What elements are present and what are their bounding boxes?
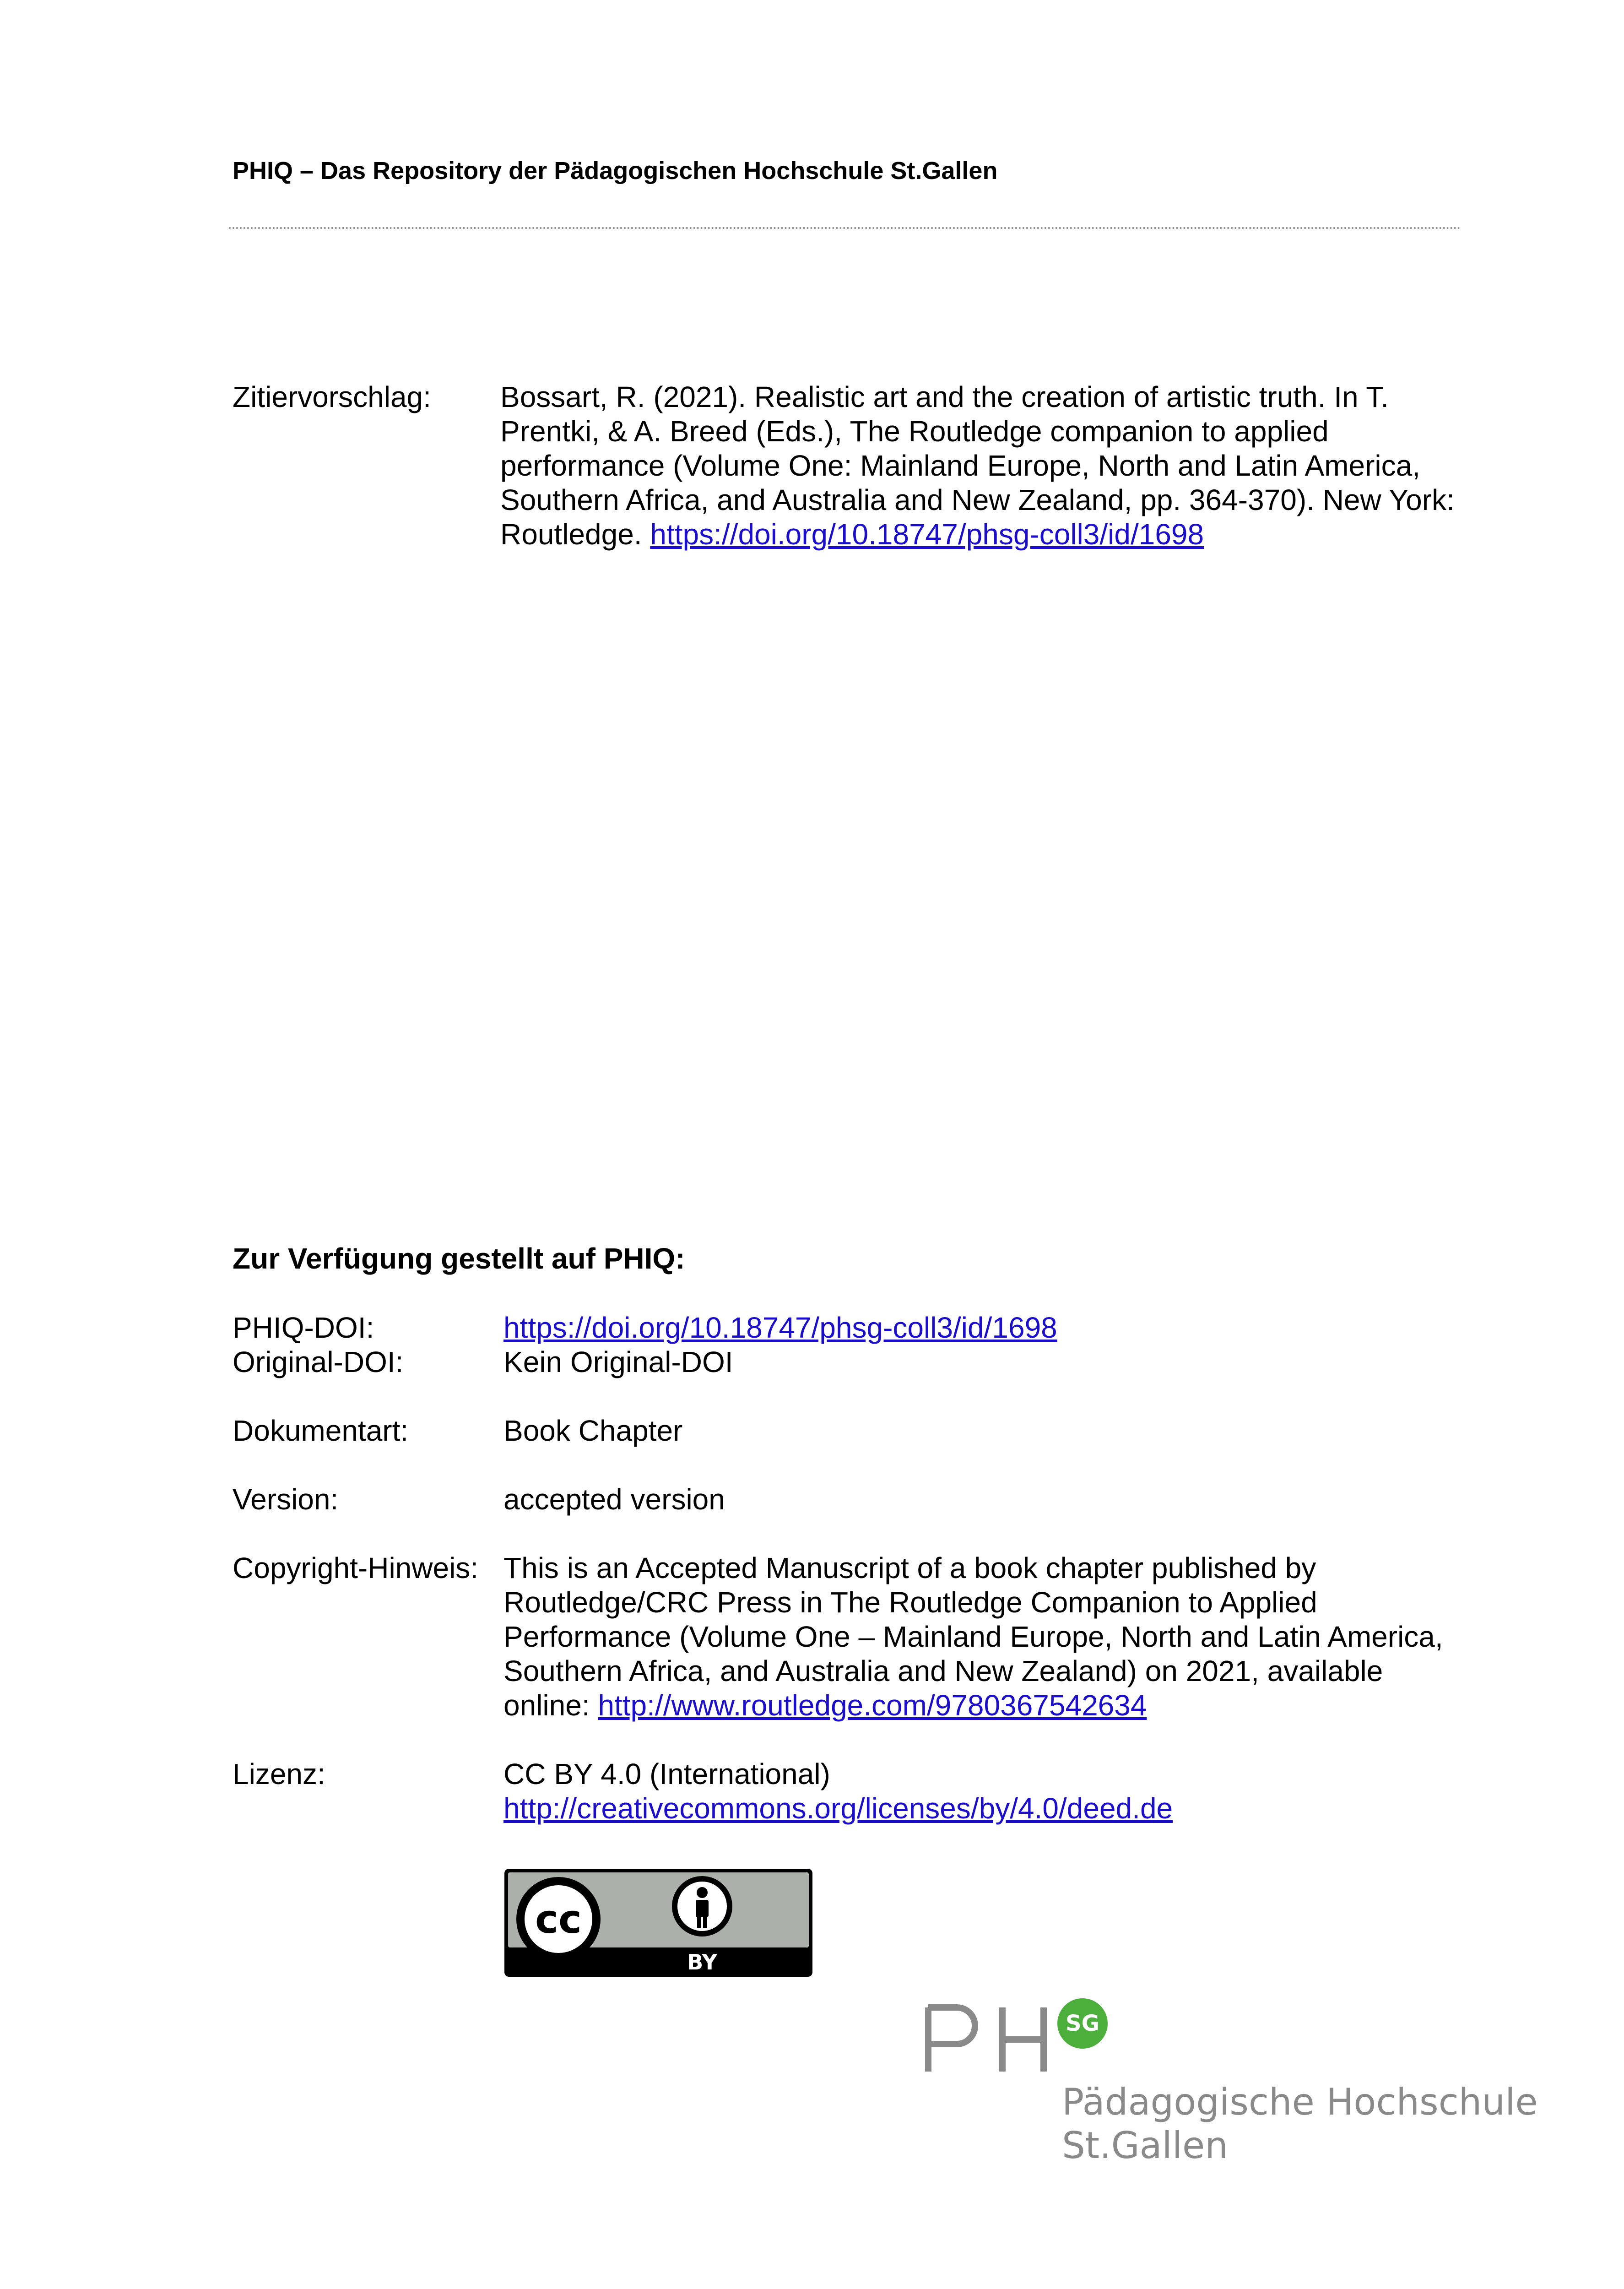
ph-mark: [925, 1998, 1080, 2072]
copyright-body: This is an Accepted Manuscript of a book chapter published by Routledge/CRC Press in The Routledge Companion to Applied Performance (Volume One – Mainland Europe, North and Latin America, Southern Africa, and Australia and New Zealand) on 2021, available online:: [503, 1551, 1443, 1722]
attribution-icon: [672, 1876, 732, 1936]
license-name: CC BY 4.0 (International): [503, 1757, 830, 1790]
doctype-value: Book Chapter: [503, 1414, 683, 1447]
repository-header: PHIQ – Das Repository der Pädagogischen Hochschule St.Gallen: [233, 157, 998, 184]
version-label: Version:: [233, 1483, 339, 1516]
phiq-doi-value: [503, 1311, 1469, 1345]
cc-icon: [516, 1877, 601, 1961]
copyright-label: Copyright-Hinweis:: [233, 1551, 479, 1584]
citation-text: [500, 380, 1466, 552]
phiq-doi-link[interactable]: https://doi.org/10.18747/phsg-coll3/id/1698: [503, 1311, 1057, 1344]
phiq-doi-label: PHIQ-DOI:: [233, 1311, 374, 1344]
citation-doi-link[interactable]: https://doi.org/10.18747/phsg-coll3/id/1698: [650, 518, 1204, 551]
ph-sg-logo: [925, 1998, 1538, 2167]
header-divider: [229, 227, 1461, 229]
version-value: accepted version: [503, 1483, 725, 1516]
copyright-link[interactable]: http://www.routledge.com/9780367542634: [598, 1689, 1147, 1722]
citation-label: Zitiervorschlag:: [233, 380, 431, 413]
by-text: BY: [687, 1950, 717, 1974]
cc-text: cc: [535, 1897, 582, 1942]
license-value: [503, 1757, 1469, 1826]
logo-line-2: St.Gallen: [1062, 2124, 1228, 2167]
section-title: Zur Verfügung gestellt auf PHIQ:: [233, 1242, 685, 1275]
citation-body: Bossart, R. (2021). Realistic art and the creation of artistic truth. In T. Prentki, & A. Breed (Eds.), The Routledge companion to applied performance (Volume One: Mainland Europe, North and Latin America, Southern Africa, and Australia and New Zealand, pp. 364-370). New York: Routledge.: [500, 380, 1455, 551]
cc-by-badge: [503, 1868, 813, 1978]
original-doi-label: Original-DOI:: [233, 1345, 404, 1378]
license-label: Lizenz:: [233, 1757, 325, 1790]
copyright-text: [503, 1551, 1469, 1723]
logo-line-1: Pädagogische Hochschule: [1062, 2081, 1538, 2123]
original-doi-value: Kein Original-DOI: [503, 1345, 733, 1378]
sg-badge: SG: [1057, 1998, 1108, 2049]
doctype-label: Dokumentart:: [233, 1414, 409, 1447]
license-link[interactable]: http://creativecommons.org/licenses/by/4.0/deed.de: [503, 1792, 1173, 1825]
